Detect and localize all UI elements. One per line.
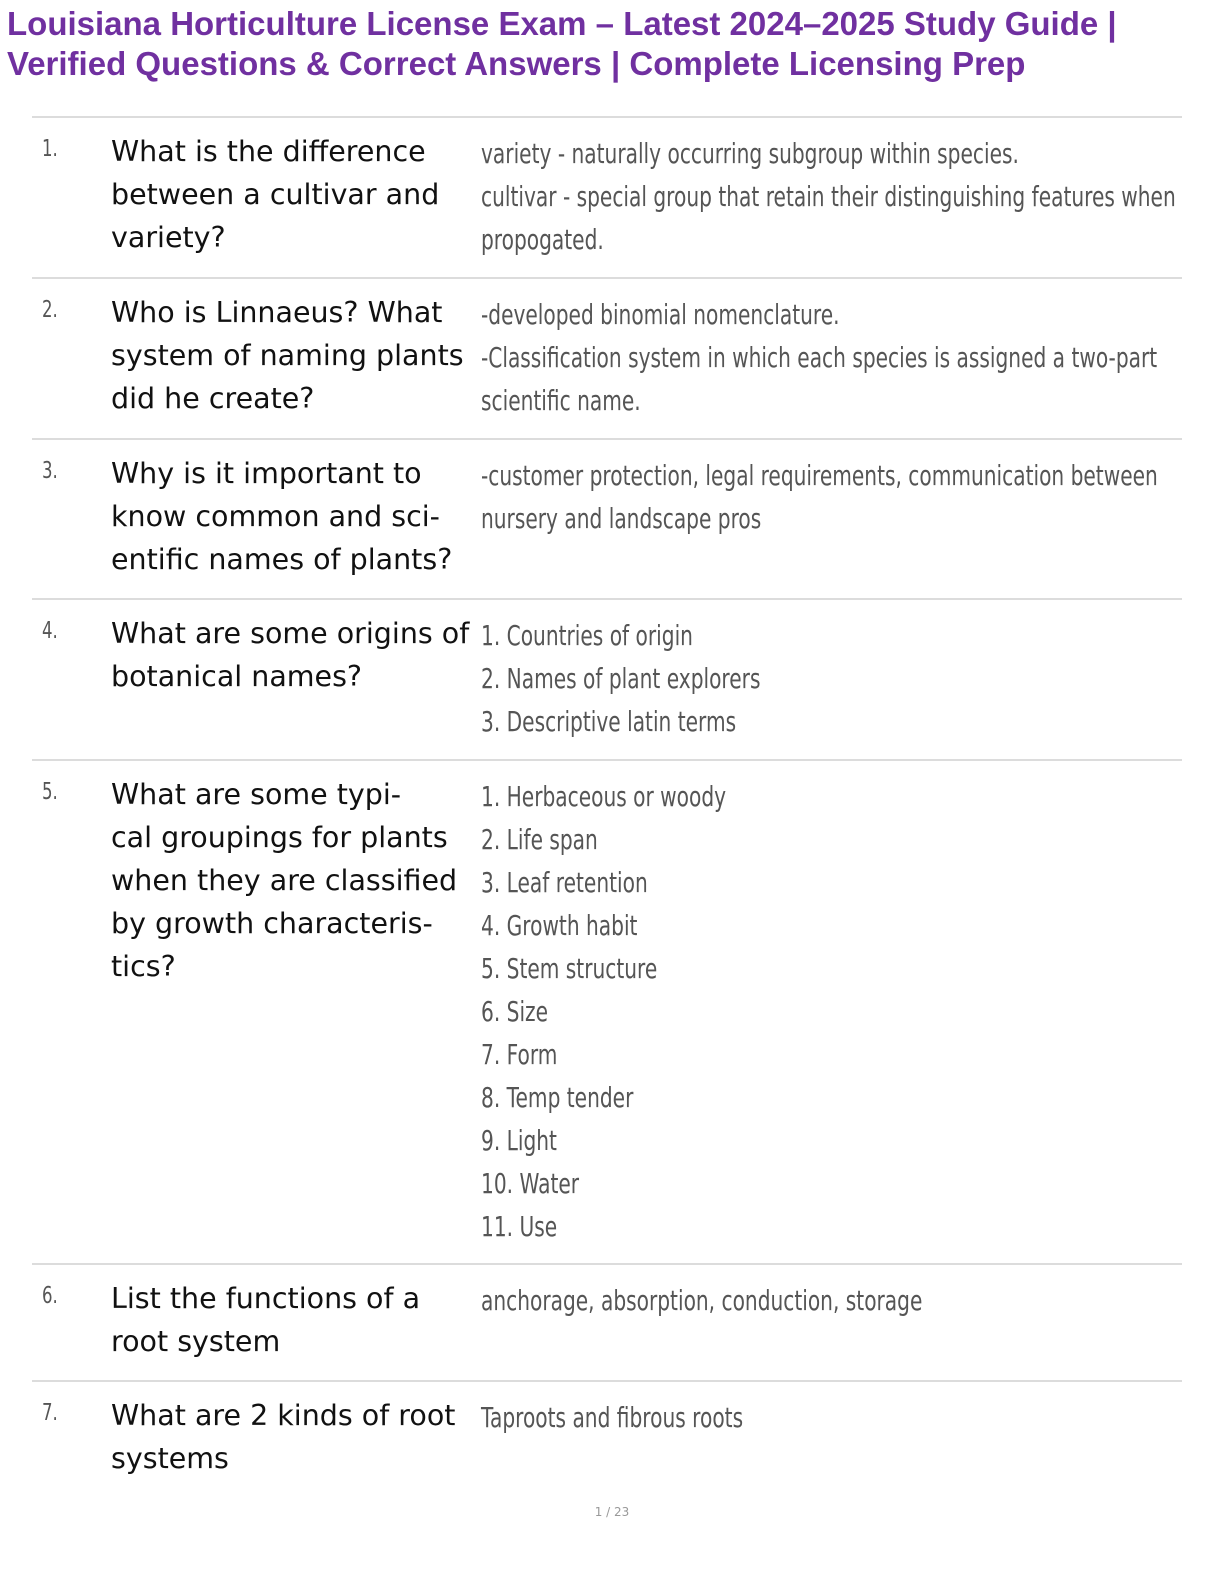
answer-text xyxy=(481,1279,922,1322)
item-number: 1. xyxy=(42,136,58,162)
question-line: Who is Linnaeus? What xyxy=(111,296,443,329)
question-line: when they are classified xyxy=(111,864,458,897)
question-text xyxy=(111,612,479,698)
question-line: entific names of plants? xyxy=(111,543,453,576)
answer-line: 9. Light xyxy=(481,1124,557,1157)
qa-item-4 xyxy=(32,598,1182,759)
question-text xyxy=(111,1394,479,1480)
question-line: List the functions of a xyxy=(111,1282,421,1315)
qa-item-1 xyxy=(32,116,1182,277)
answer-line: -customer protection, legal requirements, communication between xyxy=(481,459,1158,492)
question-text xyxy=(111,291,479,420)
question-line: by growth characteris- xyxy=(111,907,433,940)
item-number: 7. xyxy=(42,1400,58,1426)
qa-item-2 xyxy=(32,277,1182,438)
question-line: systems xyxy=(111,1442,229,1475)
answer-line: 3. Descriptive latin terms xyxy=(481,705,737,738)
title-line-1: Louisiana Horticulture License Exam – Latest 2024–2025 Study Guide | xyxy=(7,5,1117,42)
question-line: root system xyxy=(111,1325,281,1358)
item-number: 3. xyxy=(42,458,58,484)
question-text xyxy=(111,452,479,581)
qa-item-7 xyxy=(32,1380,1182,1490)
title-line-2: Verified Questions & Correct Answers | Complete Licensing Prep xyxy=(7,45,1026,82)
answer-line: Taproots and fibrous roots xyxy=(481,1401,744,1434)
question-line: What is the difference xyxy=(111,135,426,168)
answer-line: 11. Use xyxy=(481,1210,558,1243)
answer-line: 1. Herbaceous or woody xyxy=(481,780,727,813)
question-line: tics? xyxy=(111,950,176,983)
answer-text xyxy=(481,614,760,743)
qa-item-5 xyxy=(32,759,1182,1263)
answer-line: 2. Life span xyxy=(481,823,598,856)
question-line: What are 2 kinds of root xyxy=(111,1399,456,1432)
question-text xyxy=(111,773,479,988)
answer-line: 4. Growth habit xyxy=(481,909,638,942)
question-line: system of naming plants xyxy=(111,339,464,372)
answer-line: 8. Temp tender xyxy=(481,1081,634,1114)
question-line: botanical names? xyxy=(111,660,363,693)
answer-line: 3. Leaf retention xyxy=(481,866,648,899)
document-title xyxy=(7,4,1217,84)
answer-line: 5. Stem structure xyxy=(481,952,658,985)
qa-list xyxy=(32,116,1182,1490)
qa-item-6 xyxy=(32,1263,1182,1380)
answer-line: 7. Form xyxy=(481,1038,558,1071)
answer-line: 1. Countries of origin xyxy=(481,619,693,652)
answer-text xyxy=(481,293,1157,422)
item-number: 5. xyxy=(42,779,58,805)
qa-item-3 xyxy=(32,438,1182,598)
question-line: did he create? xyxy=(111,382,315,415)
question-line: What are some origins of xyxy=(111,617,470,650)
answer-line: propogated. xyxy=(481,223,604,256)
answer-line: variety - naturally occurring subgroup within species. xyxy=(481,137,1019,170)
question-line: variety? xyxy=(111,221,226,254)
page-number: 1 / 23 xyxy=(594,1505,630,1519)
question-line: Why is it important to xyxy=(111,457,422,490)
answer-text xyxy=(481,775,726,1248)
answer-line: -developed binomial nomenclature. xyxy=(481,298,840,331)
answer-text xyxy=(481,454,1158,540)
question-line: between a cultivar and xyxy=(111,178,440,211)
answer-line: scientific name. xyxy=(481,384,641,417)
item-number: 4. xyxy=(42,618,58,644)
answer-line: cultivar - special group that retain their distinguishing features when xyxy=(481,180,1176,213)
answer-text xyxy=(481,132,1176,261)
answer-line: 2. Names of plant explorers xyxy=(481,662,761,695)
question-line: What are some typi- xyxy=(111,778,402,811)
item-number: 2. xyxy=(42,297,58,323)
answer-line: -Classification system in which each species is assigned a two-part xyxy=(481,341,1158,374)
question-text xyxy=(111,1277,479,1363)
answer-line: anchorage, absorption, conduction, storage xyxy=(481,1284,923,1317)
answer-line: 6. Size xyxy=(481,995,549,1028)
answer-text xyxy=(481,1396,743,1439)
answer-line: 10. Water xyxy=(481,1167,580,1200)
question-line: cal groupings for plants xyxy=(111,821,448,854)
question-line: know common and sci- xyxy=(111,500,440,533)
question-text xyxy=(111,130,479,259)
answer-line: nursery and landscape pros xyxy=(481,502,762,535)
item-number: 6. xyxy=(42,1283,58,1309)
